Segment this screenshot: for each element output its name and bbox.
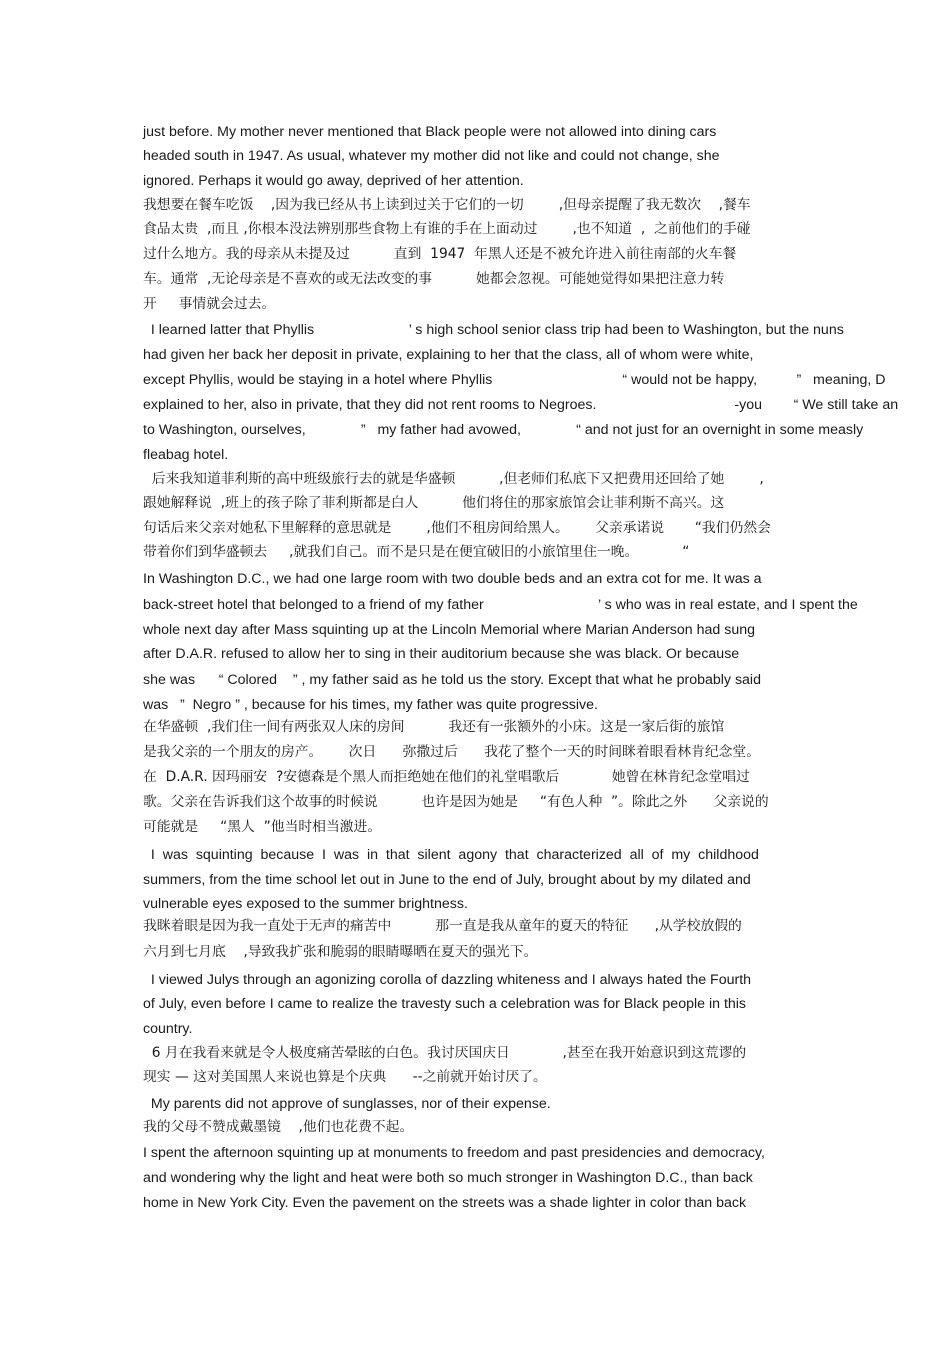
text-line: fleabag hotel. (143, 447, 229, 463)
text-line: 后来我知道菲利斯的高中班级旅行去的就是华盛顿 ,但老师们私底下又把费用还回给了她 , (143, 471, 764, 487)
text-line: country. (143, 1021, 193, 1037)
text-line: just before. My mother never mentioned that Black people were not allowed into dining cars (143, 124, 717, 140)
text-line: I viewed Julys through an agonizing corolla of dazzling whiteness and I always hated the Fourth (143, 972, 752, 988)
text-line: whole next day after Mass squinting up at the Lincoln Memorial where Marian Anderson had sung (143, 622, 755, 638)
text-line: My parents did not approve of sunglasses, nor of their expense. (143, 1096, 551, 1112)
text-line: was ” Negro ” , because for his times, my father was quite progressive. (143, 697, 598, 713)
text-line: after D.A.R. refused to allow her to sing in their auditorium because she was black. Or because (143, 646, 740, 662)
text-line: 带着你们到华盛顿去 ,就我们自己。而不是只是在便宜破旧的小旅馆里住一晚。 “ (143, 544, 690, 560)
text-line: back-street hotel that belonged to a friend of my father ’ s who was in real estate, and I spent the (143, 597, 858, 613)
text-line: vulnerable eyes exposed to the summer brightness. (143, 896, 468, 912)
text-line: home in New York City. Even the pavement on the streets was a shade lighter in color than back (143, 1195, 747, 1211)
text-line: summers, from the time school let out in June to the end of July, brought about by my dilated and (143, 872, 751, 888)
text-line: and wondering why the light and heat were both so much stronger in Washington D.C., than back (143, 1170, 753, 1186)
text-line: 六月到七月底 ,导致我扩张和脆弱的眼睛曝晒在夏天的强光下。 (143, 944, 538, 960)
text-line: 开 事情就会过去。 (143, 296, 276, 312)
text-line: I learned latter that Phyllis ’ s high school senior class trip had been to Washington, but the nuns (143, 322, 844, 338)
text-line: 6 月在我看来就是令人极度痛苦晕眩的白色。我讨厌国庆日 ,甚至在我开始意识到这荒谬的 (143, 1045, 747, 1061)
text-line: 在 D.A.R. 因玛丽安 ?安德森是个黑人而拒绝她在他们的礼堂唱歌后 她曾在林肯纪念堂唱过 (143, 769, 750, 785)
text-line: except Phyllis, would be staying in a hotel where Phyllis “ would not be happy, ” meaning, D (143, 372, 886, 388)
text-line: I was squinting because I was in that silent agony that characterized all of my childhood (143, 847, 759, 863)
text-line: had given her back her deposit in private, explaining to her that the class, all of whom were white, (143, 347, 754, 363)
text-line: 歌。父亲在告诉我们这个故事的时候说 也许是因为她是 “有色人种 ”。除此之外 父亲说的 (143, 794, 769, 810)
text-line: of July, even before I came to realize the travesty such a celebration was for Black people in this (143, 996, 747, 1012)
text-line: 食品太贵 ,而且 ,你根本没法辨别那些食物上有谁的手在上面动过 ,也不知道 , 之前他们的手碰 (143, 221, 751, 237)
text-line: explained to her, also in private, that they did not rent rooms to Negroes. -you “ We still take an (143, 397, 899, 413)
text-line: 我眯着眼是因为我一直处于无声的痛苦中 那一直是我从童年的夏天的特征 ,从学校放假的 (143, 918, 742, 934)
text-line: I spent the afternoon squinting up at monuments to freedom and past presidencies and democracy, (143, 1145, 765, 1161)
text-line: In Washington D.C., we had one large room with two double beds and an extra cot for me. It was a (143, 571, 762, 587)
text-line: 跟她解释说 ,班上的孩子除了菲利斯都是白人 他们将住的那家旅馆会让菲利斯不高兴。这 (143, 495, 725, 511)
text-line: 句话后来父亲对她私下里解释的意思就是 ,他们不租房间给黑人。 父亲承诺说 “我们仍然会 (143, 520, 771, 536)
text-line: ignored. Perhaps it would go away, deprived of her attention. (143, 173, 524, 189)
text-line: 车。通常 ,无论母亲是不喜欢的或无法改变的事 她都会忽视。可能她觉得如果把注意力转 (143, 271, 725, 287)
text-line: 过什么地方。我的母亲从未提及过 直到 1947 年黑人还是不被允许进入前往南部的火车餐 (143, 246, 737, 262)
text-line: she was “ Colored ” , my father said as he told us the story. Except that what he probably said (143, 672, 761, 688)
text-line: 我想要在餐车吃饭 ,因为我已经从书上读到过关于它们的一切 ,但母亲提醒了我无数次 ,餐车 (143, 197, 751, 213)
text-line: 我的父母不赞成戴墨镜 ,他们也花费不起。 (143, 1119, 414, 1135)
text-line: 在华盛顿 ,我们住一间有两张双人床的房间 我还有一张额外的小床。这是一家后街的旅馆 (143, 719, 725, 735)
text-line: 现实 — 这对美国黑人来说也算是个庆典 --之前就开始讨厌了。 (143, 1069, 547, 1085)
text-line: 是我父亲的一个朋友的房产。 次日 弥撒过后 我花了整个一天的时间眯着眼看林肯纪念堂。 (143, 744, 761, 760)
text-line: headed south in 1947. As usual, whatever my mother did not like and could not change, she (143, 148, 720, 164)
text-line: 可能就是 “黑人 ”他当时相当激进。 (143, 819, 382, 835)
text-line: to Washington, ourselves, ” my father had avowed, “ and not just for an overnight in some measly (143, 422, 864, 438)
